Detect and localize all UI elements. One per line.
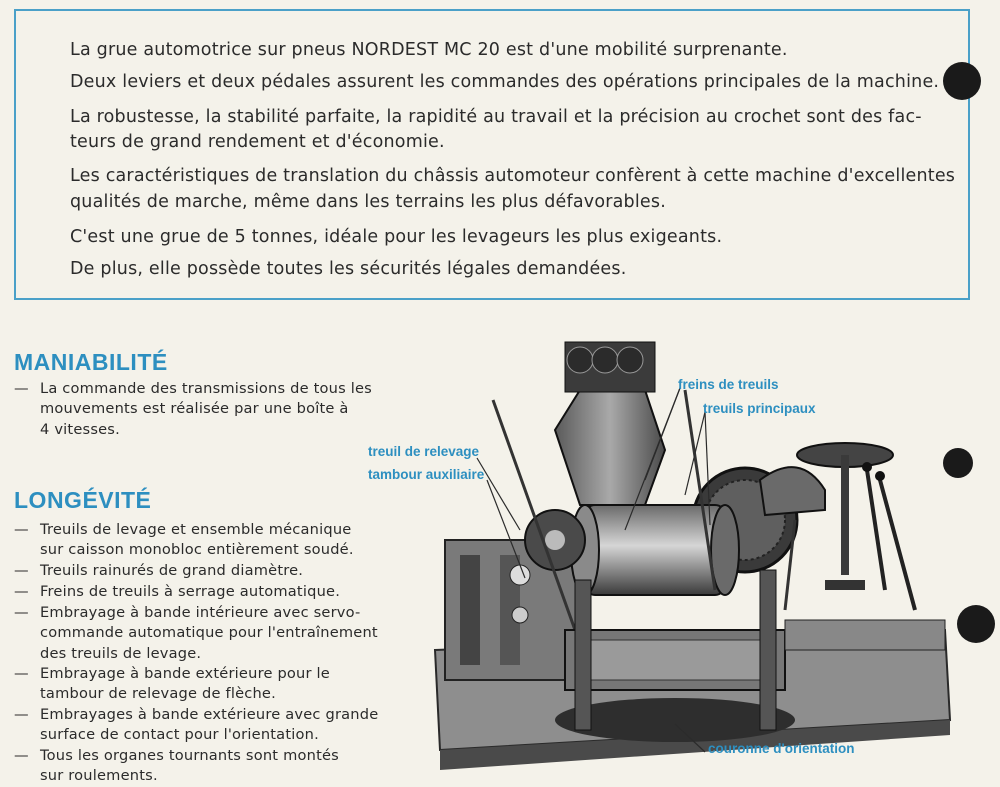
intro-line: Deux leviers et deux pédales assurent les commandes des opérations principales de la machine. (70, 72, 940, 92)
intro-line: C'est une grue de 5 tonnes, idéale pour les levageurs les plus exigeants. (70, 227, 723, 247)
section-title-maniabilite: MANIABILITÉ (14, 349, 168, 375)
dash: — (14, 604, 29, 621)
list-item-text: Embrayage à bande extérieure pour le tambour de relevage de flèche. (40, 665, 330, 703)
intro-line: La robustesse, la stabilité parfaite, la rapidité au travail et la précision au crochet sont des fac- (70, 107, 922, 127)
intro-line: Les caractéristiques de translation du châssis automoteur confèrent à cette machine d'excellentes (70, 166, 956, 186)
list-item-text: Embrayages à bande extérieure avec grande surface de contact pour l'orientation. (40, 706, 379, 744)
dash: — (14, 706, 29, 723)
intro-line: La grue automotrice sur pneus NORDEST MC 20 est d'une mobilité surprenante. (70, 40, 788, 60)
list-item-text: Treuils de levage et ensemble mécanique sur caisson monobloc entièrement soudé. (40, 521, 354, 559)
callout-couronne: couronne d'orientation (708, 741, 855, 756)
list-item-text: Treuils rainurés de grand diamètre. (40, 562, 304, 579)
dash: — (14, 583, 29, 600)
callout-relevage: treuil de relevage (368, 444, 480, 459)
intro-line: qualités de marche, même dans les terrains les plus défavorables. (70, 192, 666, 212)
list-item-text: Embrayage à bande intérieure avec servo- commande automatique pour l'entraînement des treuils de levage. (40, 604, 378, 662)
intro-line: De plus, elle possède toutes les sécurités légales demandées. (70, 259, 627, 279)
list-item-text: Tous les organes tournants sont montés sur roulements. (40, 747, 339, 785)
intro-line: teurs de grand rendement et d'économie. (70, 132, 445, 152)
dash: — (14, 665, 29, 682)
callout-treuils: treuils principaux (703, 401, 816, 416)
dash: — (14, 562, 29, 579)
list-item-text: La commande des transmissions de tous les mouvements est réalisée par une boîte à 4 vitesses. (40, 380, 372, 438)
section-title-longevite: LONGÉVITÉ (14, 487, 152, 513)
callout-freins: freins de treuils (678, 377, 779, 392)
callout-tambour: tambour auxiliaire (368, 467, 485, 482)
punch-hole (943, 62, 981, 100)
dash: — (14, 521, 29, 538)
machinery-photo (405, 330, 965, 787)
list-item-text: Freins de treuils à serrage automatique. (40, 583, 341, 600)
dash: — (14, 380, 29, 397)
dash: — (14, 747, 29, 764)
